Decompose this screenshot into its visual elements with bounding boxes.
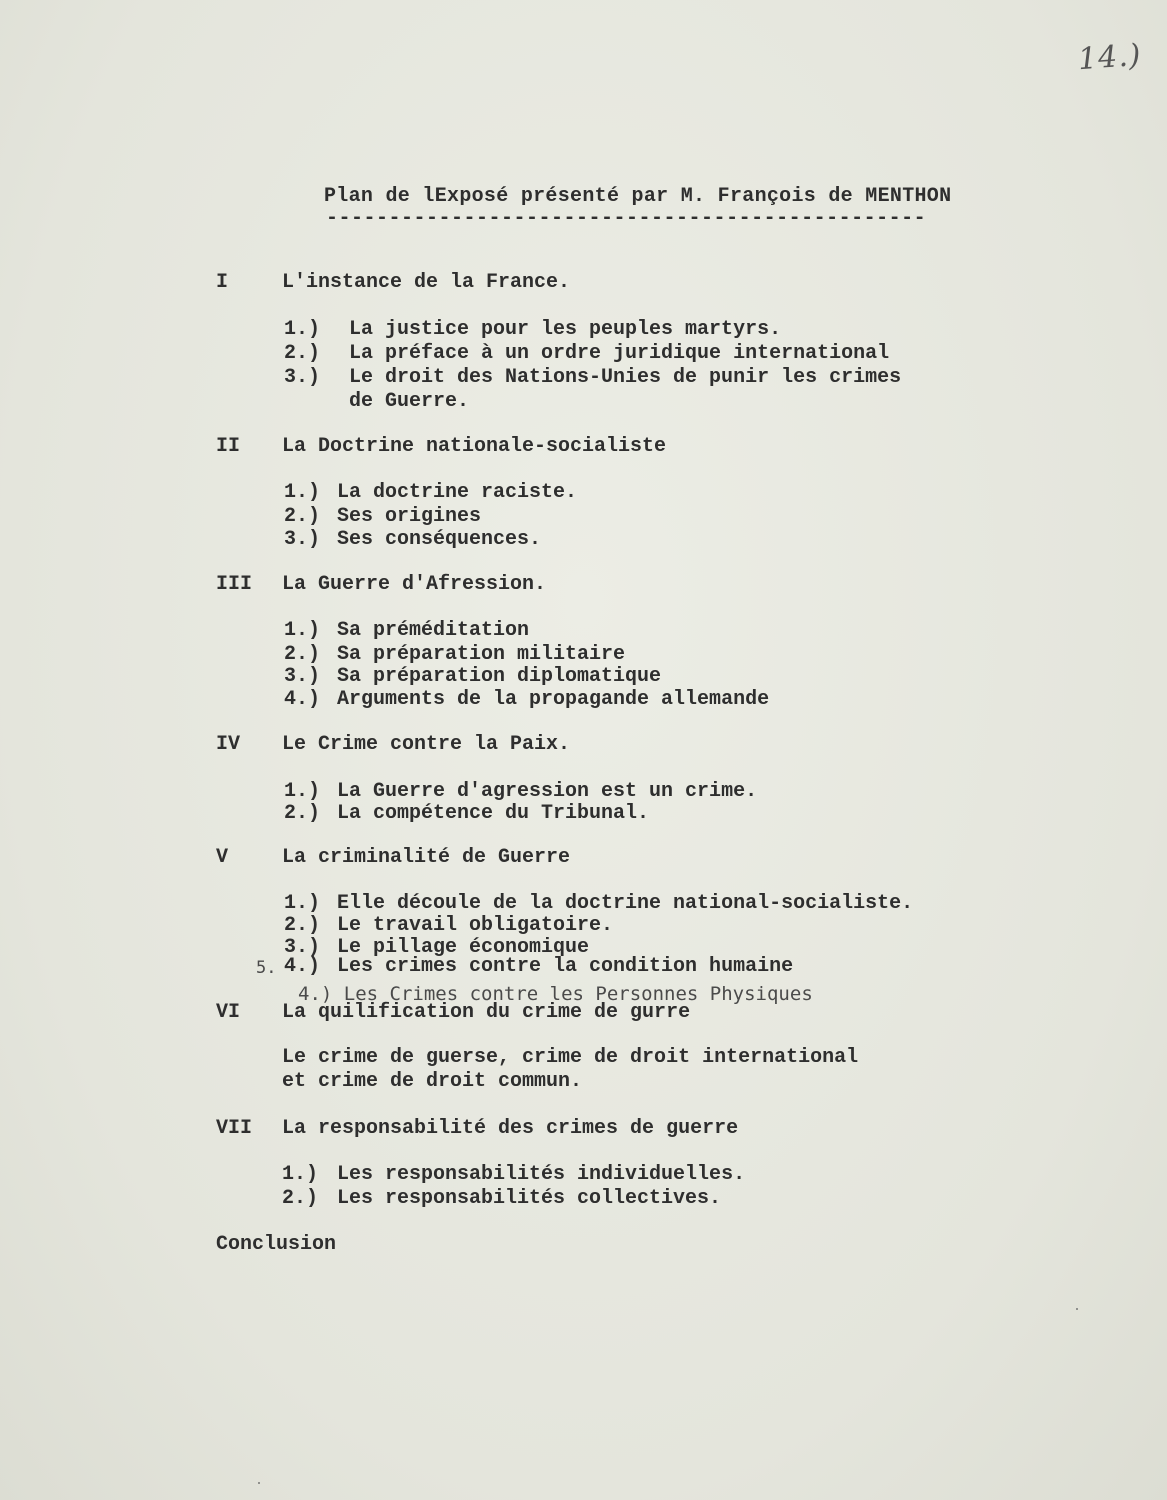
paper-speck	[1076, 1308, 1078, 1310]
section-numeral-ii: II	[216, 435, 241, 458]
section-v-item-1-marker: 1.)	[284, 892, 321, 915]
section-iv-item-2: La compétence du Tribunal.	[337, 802, 650, 825]
section-ii-item-2: Ses origines	[337, 505, 482, 528]
section-numeral-v: V	[216, 846, 229, 869]
section-v-item-3-marker: 3.)	[284, 936, 321, 959]
section-iii-item-3: Sa préparation diplomatique	[337, 665, 662, 688]
section-v-item-2-marker: 2.)	[284, 914, 321, 937]
section-vii-item-2-marker: 2.)	[282, 1187, 319, 1210]
section-heading-iii: La Guerre d'Afression.	[282, 573, 547, 596]
section-ii-item-1: La doctrine raciste.	[337, 481, 578, 504]
section-heading-ii: La Doctrine nationale-socialiste	[282, 435, 667, 458]
title-underline: ------------------------------------------------	[326, 207, 927, 230]
section-iv-item-1: La Guerre d'agression est un crime.	[337, 780, 758, 803]
section-vi-body-line-2: et crime de droit commun.	[282, 1070, 583, 1093]
section-iii-item-4-marker: 4.)	[284, 688, 321, 711]
section-v-item-1: Elle découle de la doctrine national-socialiste.	[337, 892, 914, 915]
section-i-item-3-continued: de Guerre.	[349, 390, 470, 413]
section-i-item-3: Le droit des Nations-Unies de punir les crimes	[349, 366, 902, 389]
section-i-item-2-marker: 2.)	[284, 342, 321, 365]
section-numeral-vi: VI	[216, 1001, 241, 1024]
section-ii-item-1-marker: 1.)	[284, 481, 321, 504]
section-heading-vii: La responsabilité des crimes de guerre	[282, 1117, 739, 1140]
section-numeral-vii: VII	[216, 1117, 253, 1140]
section-v-item-2: Le travail obligatoire.	[337, 914, 614, 937]
section-iii-item-1: Sa préméditation	[337, 619, 530, 642]
conclusion-heading: Conclusion	[216, 1233, 337, 1256]
section-heading-i: L'instance de la France.	[282, 271, 571, 294]
section-heading-iv: Le Crime contre la Paix.	[282, 733, 571, 756]
section-iv-item-1-marker: 1.)	[284, 780, 321, 803]
section-numeral-iii: III	[216, 573, 253, 596]
section-ii-item-3: Ses conséquences.	[337, 528, 542, 551]
section-iii-item-2: Sa préparation militaire	[337, 643, 626, 666]
section-iii-item-3-marker: 3.)	[284, 665, 321, 688]
section-v-item-4-marker: 4.)	[284, 955, 321, 978]
section-i-item-1-marker: 1.)	[284, 318, 321, 341]
page-number-handwritten: 14.)	[1076, 37, 1143, 78]
section-vii-item-2: Les responsabilités collectives.	[337, 1187, 722, 1210]
paper-speck	[258, 1482, 260, 1484]
section-heading-vi: La quilification du crime de gurre	[282, 1001, 691, 1024]
section-numeral-i: I	[216, 271, 229, 294]
section-iii-item-2-marker: 2.)	[284, 643, 321, 666]
inserted-line: 4.) Les Crimes contre les Personnes Physiques	[298, 983, 813, 1005]
section-i-item-1: La justice pour les peuples martyrs.	[349, 318, 782, 341]
section-numeral-iv: IV	[216, 733, 241, 756]
section-vii-item-1-marker: 1.)	[282, 1163, 319, 1186]
section-v-item-3: Le pillage économique	[337, 936, 590, 959]
section-ii-item-2-marker: 2.)	[284, 505, 321, 528]
document-title: Plan de lExposé présenté par M. François de MENTHON	[324, 185, 952, 208]
correction-marker: 5.	[256, 958, 277, 978]
section-vii-item-1: Les responsabilités individuelles.	[337, 1163, 746, 1186]
section-i-item-3-marker: 3.)	[284, 366, 321, 389]
section-iv-item-2-marker: 2.)	[284, 802, 321, 825]
section-vi-body-line-1: Le crime de guerse, crime de droit international	[282, 1046, 859, 1069]
section-iii-item-1-marker: 1.)	[284, 619, 321, 642]
section-i-item-2: La préface à un ordre juridique international	[349, 342, 890, 365]
section-ii-item-3-marker: 3.)	[284, 528, 321, 551]
section-v-item-4: Les crimes contre la condition humaine	[337, 955, 794, 978]
section-heading-v: La criminalité de Guerre	[282, 846, 571, 869]
section-iii-item-4: Arguments de la propagande allemande	[337, 688, 770, 711]
